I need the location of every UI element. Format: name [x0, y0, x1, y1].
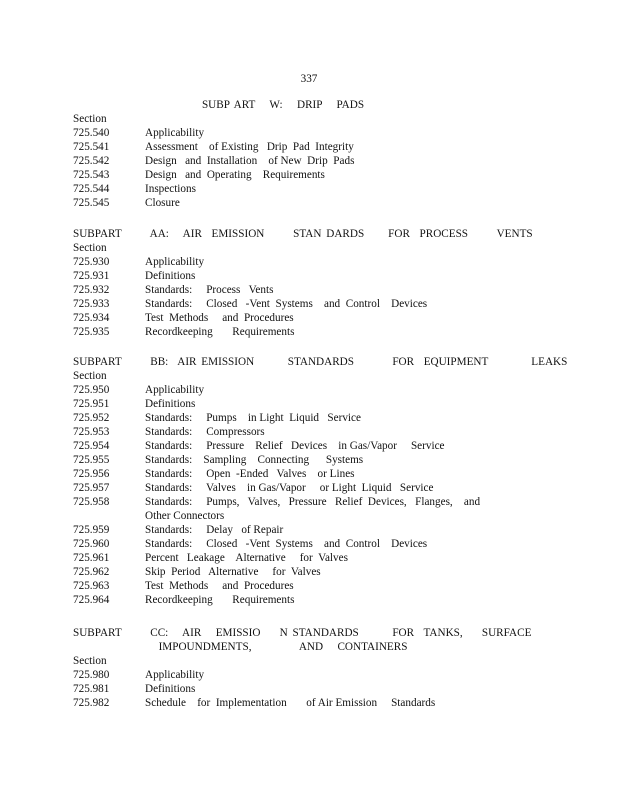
subpart-w [73, 98, 493, 210]
section-number: 725.960 [73, 538, 110, 550]
section-entry [73, 154, 493, 168]
section-entry [73, 297, 493, 311]
section-title: Percent Leakage Alternative for Valves [145, 552, 348, 564]
section-title: Applicability [145, 384, 205, 396]
section-entry [73, 696, 493, 710]
section-title: Standards: Valves in Gas/Vapor or Light Liquid Service [145, 482, 434, 494]
section-title: Design and Operating Requirements [145, 169, 325, 181]
section-entry [73, 311, 493, 325]
section-title: Design and Installation of New Drip Pads [145, 155, 355, 167]
subpart-heading: SUBPART CC: AIR EMISSIO N STANDARDS FOR TANKS, SURFACE [73, 627, 532, 639]
section-number: 725.541 [73, 141, 110, 153]
subpart-heading: SUBPART BB: AIR EMISSION STANDARDS FOR EQUIPMENT LEAKS [73, 356, 568, 368]
section-title: Standards: Delay of Repair [145, 524, 284, 536]
section-entry [73, 182, 493, 196]
section-entry [73, 523, 493, 537]
section-entry [73, 168, 493, 182]
section-entry [73, 467, 493, 481]
section-number: 725.962 [73, 566, 110, 578]
section-entry [73, 196, 493, 210]
section-number: 725.544 [73, 183, 110, 195]
section-title: Definitions [145, 683, 196, 695]
section-entry [73, 668, 493, 682]
section-number: 725.952 [73, 412, 110, 424]
section-entry [73, 397, 493, 411]
section-number: 725.950 [73, 384, 110, 396]
section-number: 725.961 [73, 552, 110, 564]
section-entry [73, 537, 493, 551]
section-title: Applicability [145, 127, 205, 139]
section-entry [73, 255, 493, 269]
section-entry [73, 425, 493, 439]
section-title: Standards: Closed -Vent Systems and Control Devices [145, 538, 428, 550]
section-entry [73, 579, 493, 593]
section-number: 725.953 [73, 426, 110, 438]
section-entry [73, 565, 493, 579]
section-entry [73, 453, 493, 467]
section-entry [73, 682, 493, 696]
section-label: Section [73, 242, 107, 254]
subpart-heading-continued: IMPOUNDMENTS, AND CONTAINERS [158, 641, 408, 653]
page-number: 337 [300, 73, 318, 85]
section-title: Standards: Compressors [145, 426, 265, 438]
section-number: 725.933 [73, 298, 110, 310]
section-label: Section [73, 113, 107, 125]
section-entry [73, 439, 493, 453]
section-entry [73, 283, 493, 297]
section-number: 725.931 [73, 270, 110, 282]
section-entry [73, 593, 493, 607]
section-number: 725.980 [73, 669, 110, 681]
section-title: Definitions [145, 270, 196, 282]
section-number: 725.540 [73, 127, 110, 139]
section-title: Closure [145, 197, 180, 209]
section-title: Assessment of Existing Drip Pad Integrity [145, 141, 354, 153]
section-label: Section [73, 655, 107, 667]
section-title: Skip Period Alternative for Valves [145, 566, 321, 578]
section-number: 725.932 [73, 284, 110, 296]
section-number: 725.935 [73, 326, 110, 338]
section-title: Recordkeeping Requirements [145, 594, 295, 606]
section-title: Test Methods and Procedures [145, 312, 294, 324]
section-title: Standards: Pumps in Light Liquid Service [145, 412, 361, 424]
section-title: Test Methods and Procedures [145, 580, 294, 592]
section-label: Section [73, 370, 107, 382]
section-number: 725.963 [73, 580, 110, 592]
section-number: 725.958 [73, 496, 110, 508]
subpart-aa [73, 227, 533, 339]
section-number: 725.955 [73, 454, 110, 466]
section-entry [73, 126, 493, 140]
section-number: 725.951 [73, 398, 110, 410]
section-title: Schedule for Implementation of Air Emission Standards [145, 697, 436, 709]
section-number: 725.934 [73, 312, 110, 324]
section-entry [73, 495, 493, 523]
section-title: Standards: Pressure Relief Devices in Gas/Vapor Service [145, 440, 445, 452]
section-title: Standards: Sampling Connecting Systems [145, 454, 364, 466]
section-title: Inspections [145, 183, 196, 195]
section-entry [73, 325, 493, 339]
section-title: Applicability [145, 669, 205, 681]
section-entry [73, 140, 493, 154]
section-title: Recordkeeping Requirements [145, 326, 295, 338]
section-entry [73, 481, 493, 495]
section-title: Standards: Open -Ended Valves or Lines [145, 468, 355, 480]
section-number: 725.956 [73, 468, 110, 480]
subpart-heading: SUBP ART W: DRIP PADS [201, 99, 365, 111]
section-number: 725.545 [73, 197, 110, 209]
section-number: 725.959 [73, 524, 110, 536]
section-number: 725.930 [73, 256, 110, 268]
section-number: 725.982 [73, 697, 110, 709]
section-number: 725.981 [73, 683, 110, 695]
subpart-heading: SUBPART AA: AIR EMISSION STAN DARDS FOR PROCESS VENTS [73, 228, 533, 240]
section-title: Standards: Pumps, Valves, Pressure Relief Devices, Flanges, and Other Connectors [145, 496, 486, 522]
subpart-cc [73, 626, 532, 710]
section-entry [73, 411, 493, 425]
section-entry [73, 269, 493, 283]
section-number: 725.543 [73, 169, 110, 181]
section-entry [73, 551, 493, 565]
section-number: 725.954 [73, 440, 110, 452]
section-number: 725.964 [73, 594, 110, 606]
section-entry [73, 383, 493, 397]
section-title: Applicability [145, 256, 205, 268]
section-number: 725.542 [73, 155, 110, 167]
section-title: Standards: Closed -Vent Systems and Control Devices [145, 298, 428, 310]
section-title: Definitions [145, 398, 196, 410]
section-number: 725.957 [73, 482, 110, 494]
subpart-bb [73, 355, 568, 607]
section-title: Standards: Process Vents [145, 284, 274, 296]
